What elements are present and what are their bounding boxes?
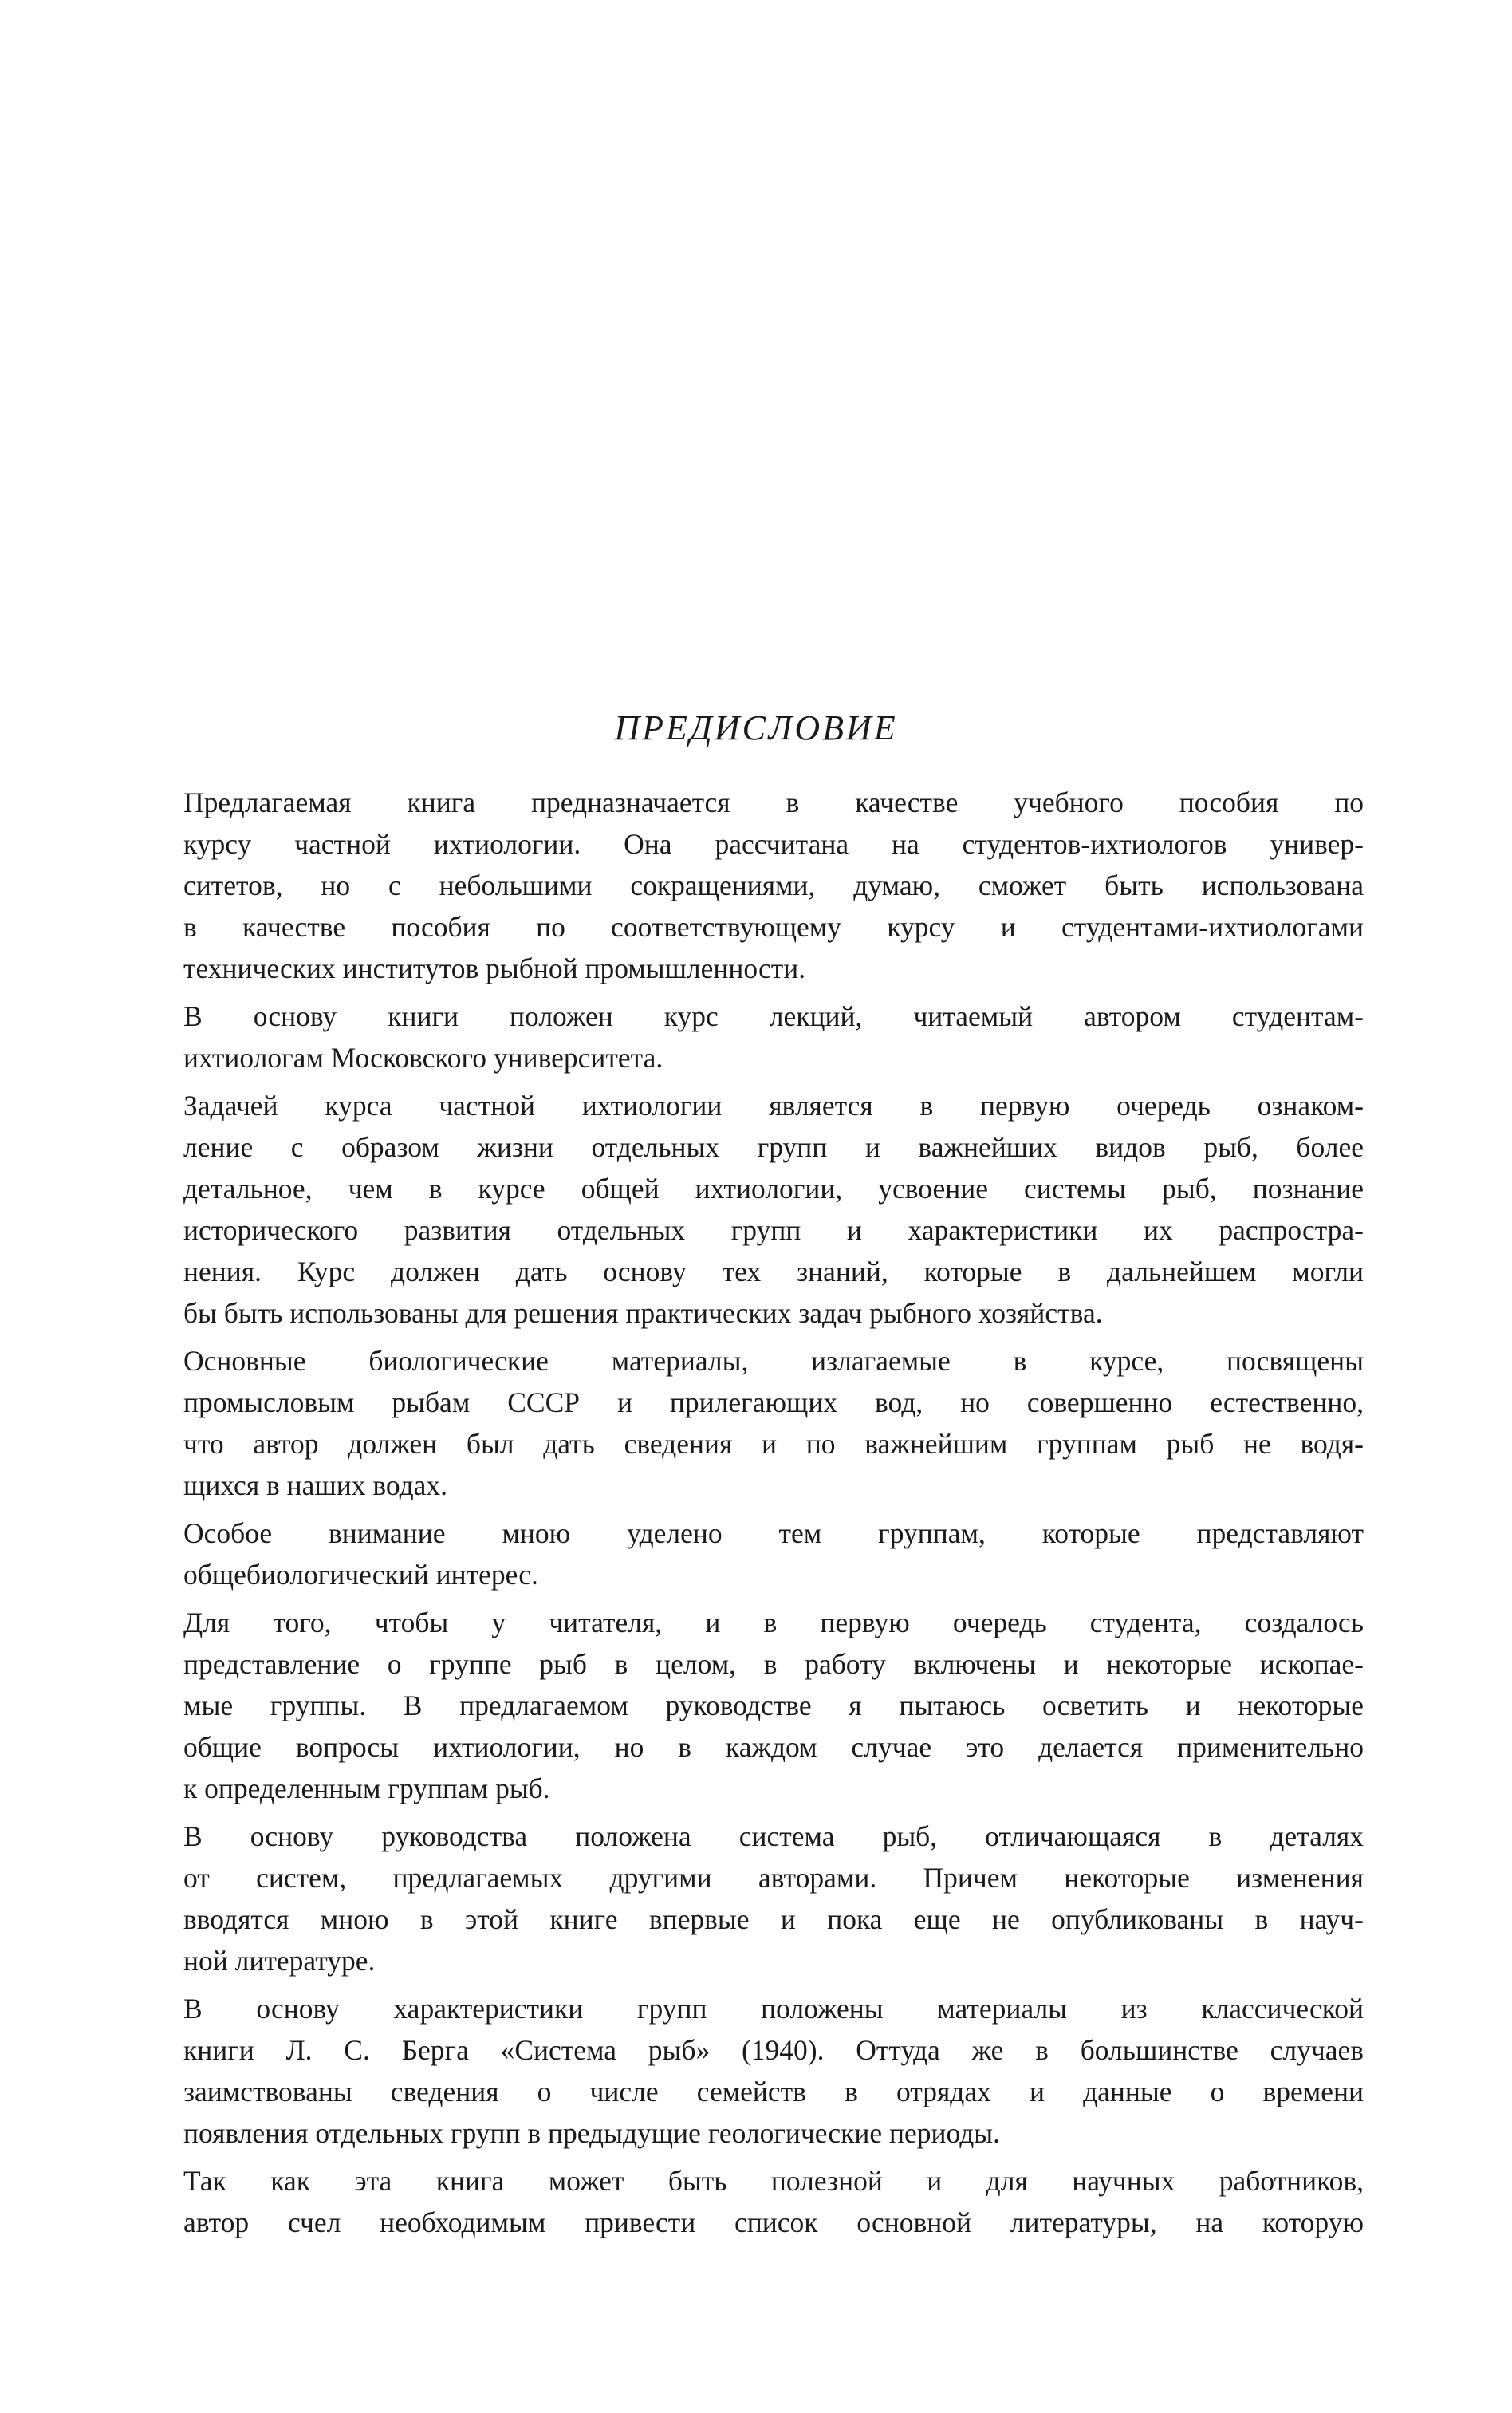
text-line: автор счел необходимым привести список основной литературы, на которую (183, 2206, 1364, 2238)
text-line: что автор должен был дать сведения и по важнейшим группам рыб не водя- (183, 1428, 1364, 1460)
paragraph-3 (120, 1085, 1364, 1334)
text-line: общие вопросы ихтиологии, но в каждом случае это делается применительно (183, 1731, 1364, 1763)
text-line: Предлагаемая книга предназначается в качестве учебного пособия по (183, 787, 1364, 818)
text-line: ление с образом жизни отдельных групп и важнейших видов рыб, более (183, 1131, 1364, 1163)
text-line: Основные биологические материалы, излагаемые в курсе, посвящены (183, 1345, 1364, 1377)
paragraph-1 (120, 782, 1364, 989)
text-line: представление о группе рыб в целом, в работу включены и некоторые ископае- (183, 1648, 1364, 1680)
text-line: детальное, чем в курсе общей ихтиологии, усвоение системы рыб, познание (183, 1173, 1364, 1205)
text-line: курсу частной ихтиологии. Она рассчитана на студентов-ихтиологов универ- (183, 828, 1364, 860)
text-line: технических институтов рыбной промышленности. (183, 952, 806, 984)
text-line: В основу руководства положена система рыб, отличающаяся в деталях (183, 1820, 1364, 1852)
paragraph-7 (120, 1816, 1364, 1981)
text-line: В основу книги положен курс лекций, читаемый автором студентам- (183, 1000, 1364, 1032)
text-line: ситетов, но с небольшими сокращениями, думаю, сможет быть использована (183, 869, 1364, 901)
text-line: к определенным группам рыб. (183, 1772, 550, 1804)
text-line: от систем, предлагаемых другими авторами. Причем некоторые изменения (183, 1862, 1364, 1894)
paragraph-2 (120, 996, 1364, 1078)
paragraph-5 (120, 1512, 1364, 1595)
text-line: Так как эта книга может быть полезной и для научных работников, (183, 2165, 1364, 2197)
text-line: нения. Курс должен дать основу тех знаний, которые в дальнейшем могли (183, 1256, 1364, 1287)
text-line: мые группы. В предлагаемом руководстве я пытаюсь осветить и некоторые (183, 1689, 1364, 1721)
text-line: Для того, чтобы у читателя, и в первую очередь студента, создалось (183, 1607, 1364, 1638)
text-line: щихся в наших водах. (183, 1469, 448, 1501)
paragraph-8 (120, 1988, 1364, 2154)
preface-text (120, 782, 1364, 2243)
text-line: ной литературе. (183, 1945, 376, 1977)
text-line: исторического развития отдельных групп и характеристики их распростра- (183, 1214, 1364, 1246)
text-line: общебиологический интерес. (183, 1559, 538, 1591)
text-line: книги Л. С. Берга «Система рыб» (1940). Оттуда же в большинстве случаев (183, 2034, 1364, 2066)
paragraph-9 (120, 2160, 1364, 2243)
page-title: ПРЕДИСЛОВИЕ (614, 708, 898, 747)
text-line: вводятся мною в этой книге впервые и пока еще не опубликованы в науч- (183, 1903, 1364, 1935)
text-line: заимствованы сведения о числе семейств в отрядах и данные о времени (183, 2076, 1364, 2107)
text-line: Задачей курса частной ихтиологии является в первую очередь ознаком- (183, 1090, 1364, 1122)
text-line: промысловым рыбам СССР и прилегающих вод, но совершенно естественно, (183, 1386, 1364, 1418)
text-line: Особое внимание мною уделено тем группам, которые представляют (183, 1517, 1364, 1549)
paragraph-4 (120, 1340, 1364, 1506)
text-line: появления отдельных групп в предыдущие геологические периоды. (183, 2117, 1001, 2149)
paragraph-6 (120, 1602, 1364, 1809)
text-line: ихтиологам Московского университета. (183, 1042, 663, 1074)
text-line: в качестве пособия по соответствующему курсу и студентами-ихтиологами (183, 911, 1364, 943)
text-line: В основу характеристики групп положены материалы из классической (183, 1993, 1364, 2025)
text-line: бы быть использованы для решения практических задач рыбного хозяйства. (183, 1297, 1103, 1329)
